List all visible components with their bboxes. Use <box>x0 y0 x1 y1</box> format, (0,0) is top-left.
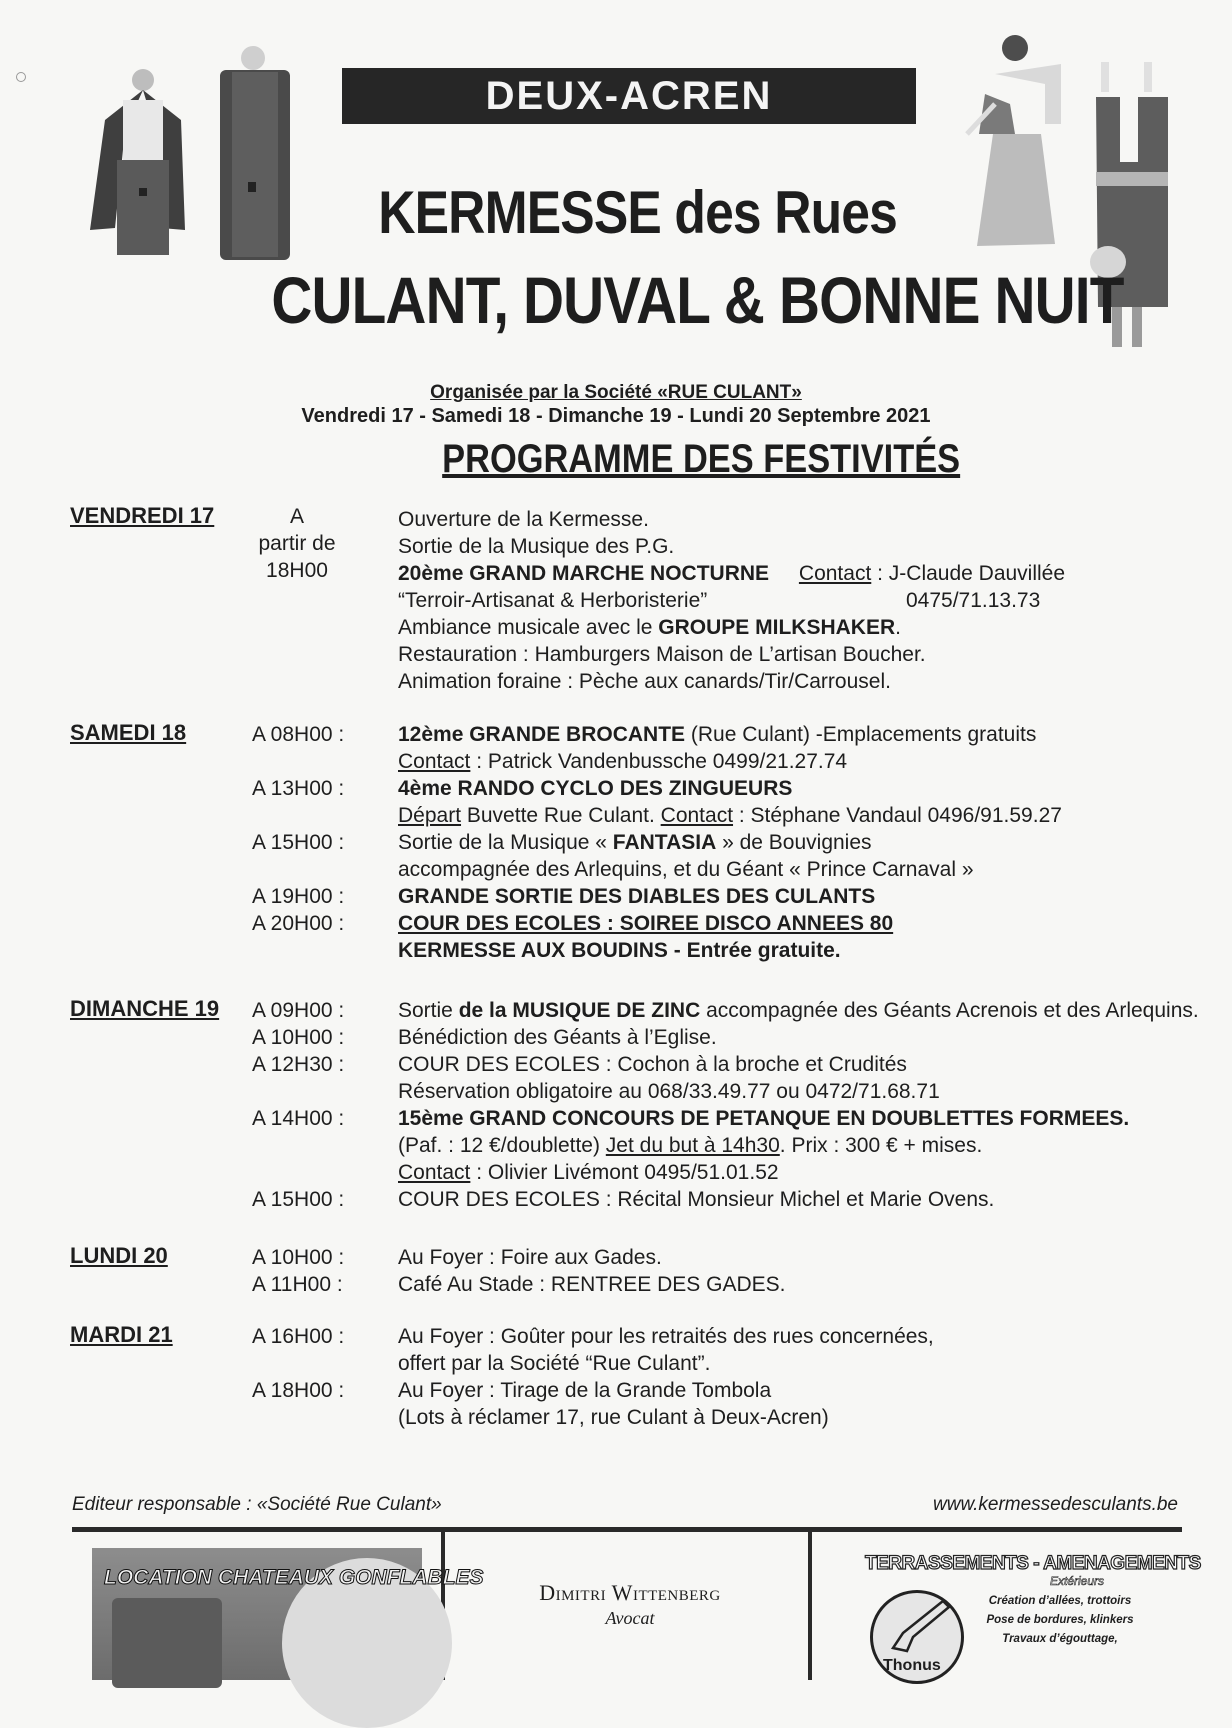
program-line: COUR DES ECOLES : Cochon à la broche et Crudités <box>398 1053 907 1076</box>
program-line: Au Foyer : Tirage de la Grande Tombola <box>398 1379 772 1402</box>
line-end: . <box>895 616 901 639</box>
line-text: . Prix : 300 € + mises. <box>779 1134 983 1157</box>
program-line <box>398 1134 982 1158</box>
day-heading-mardi: MARDI 21 <box>70 1322 173 1347</box>
program-line <box>398 804 1062 828</box>
line-text: : Patrick Vandenbussche 0499/21.27.74 <box>470 750 848 773</box>
ad-title: TERRASSEMENTS - AMENAGEMENTS <box>865 1553 1201 1574</box>
time-label: A 13H00 : <box>252 777 345 800</box>
jet-du-but: Jet du but à 14h30 <box>605 1134 780 1157</box>
contact-label: Contact <box>398 1161 471 1184</box>
contact-label: Contact <box>798 562 872 585</box>
time-label: A 20H00 : <box>252 912 345 935</box>
contact-label: Contact <box>660 804 734 827</box>
program-line: Bénédiction des Géants à l’Eglise. <box>398 1026 717 1049</box>
program-line: Sortie de la Musique des P.G. <box>398 535 675 558</box>
line-text: » de Bouvignies <box>716 831 872 854</box>
program-line: COUR DES ECOLES : SOIREE DISCO ANNEES 80 <box>398 912 894 935</box>
program-line: KERMESSE AUX BOUDINS - Entrée gratuite. <box>398 939 841 962</box>
time-line: partir de <box>258 532 336 555</box>
event-title: KERMESSE des Rues <box>378 179 897 246</box>
time-label: A 18H00 : <box>252 1379 345 1402</box>
giant-image-left-1 <box>85 60 195 260</box>
time-label: A 10H00 : <box>252 1026 345 1049</box>
time-line: 18H00 <box>266 559 328 582</box>
lawyer-name: Dimitri Wittenberg <box>539 1580 721 1605</box>
event-name: 20ème GRAND MARCHE NOCTURNE <box>398 562 770 585</box>
vendredi-time <box>252 503 342 584</box>
program-line: 15ème GRAND CONCOURS DE PETANQUE EN DOUBLETTES FORMEES. <box>398 1107 1130 1130</box>
time-label: A 15H00 : <box>252 831 345 854</box>
program-line: accompagnée des Arlequins, et du Géant « Prince Carnaval » <box>398 858 974 881</box>
band-name: FANTASIA <box>612 831 717 854</box>
footer-divider <box>72 1527 1182 1532</box>
scan-speck <box>16 72 26 82</box>
line-text: accompagnée des Géants Acrenois et des Arlequins. <box>700 999 1199 1022</box>
time-label: A 09H00 : <box>252 999 345 1022</box>
program-line: COUR DES ECOLES : Récital Monsieur Michel et Marie Ovens. <box>398 1188 995 1211</box>
day-heading-lundi: LUNDI 20 <box>70 1243 168 1268</box>
program-line <box>398 616 901 640</box>
programme-title: PROGRAMME DES FESTIVITÉS <box>442 437 961 481</box>
line-text: (Paf. : 12 €/doublette) <box>398 1134 606 1157</box>
line-text: Sortie <box>398 999 459 1022</box>
depart-label: Départ <box>398 804 462 827</box>
program-line: GRANDE SORTIE DES DIABLES DES CULANTS <box>398 885 876 908</box>
line-text: : Stéphane Vandaul 0496/91.59.27 <box>733 804 1062 827</box>
program-line: 4ème RANDO CYCLO DES ZINGUEURS <box>398 777 793 800</box>
program-line <box>398 562 1065 586</box>
ad-subtitle: Extérieurs <box>1050 1574 1105 1588</box>
town-banner: DEUX-ACREN <box>342 68 916 124</box>
program-line <box>398 831 872 855</box>
program-line: “Terroir-Artisanat & Herboristerie” <box>398 589 708 612</box>
program-line: Restauration : Hamburgers Maison de L’artisan Boucher. <box>398 643 926 666</box>
day-heading-samedi: SAMEDI 18 <box>70 720 187 745</box>
program-line: Café Au Stade : RENTREE DES GADES. <box>398 1273 786 1296</box>
line-text: Buvette Rue Culant. <box>461 804 661 827</box>
castle-tower-graphic <box>112 1598 222 1688</box>
program-line <box>398 723 1036 747</box>
program-line <box>398 750 847 774</box>
time-line: A <box>289 505 304 528</box>
giant-image-left-2 <box>208 42 298 264</box>
streets-title: CULANT, DUVAL & BONNE NUIT <box>271 263 1124 337</box>
time-label: A 10H00 : <box>252 1246 345 1269</box>
program-line: Au Foyer : Goûter pour les retraités des rues concernées, <box>398 1325 934 1348</box>
program-line: Ouverture de la Kermesse. <box>398 508 649 531</box>
organizer-line: Organisée par la Société «RUE CULANT» <box>430 382 802 403</box>
publisher-credit: Editeur responsable : «Société Rue Culant» <box>72 1494 442 1515</box>
program-line: offert par la Société “Rue Culant”. <box>398 1352 711 1375</box>
website-link[interactable]: www.kermessedesculants.be <box>933 1494 1178 1515</box>
time-label: A 08H00 : <box>252 723 345 746</box>
service-line: Création d’allées, trottoirs <box>988 1595 1132 1607</box>
program-line: Animation foraine : Pèche aux canards/Tir/Carrousel. <box>398 670 891 693</box>
line-text: : Olivier Livémont 0495/51.01.52 <box>470 1161 779 1184</box>
day-heading-dimanche: DIMANCHE 19 <box>70 996 220 1021</box>
day-heading-vendredi: VENDREDI 17 <box>70 503 215 528</box>
program-line <box>398 999 1199 1023</box>
ad-divider <box>808 1532 812 1680</box>
time-label: A 16H00 : <box>252 1325 345 1348</box>
line-text: Sortie de la Musique « <box>398 831 613 854</box>
time-label: A 11H00 : <box>252 1273 343 1296</box>
band-name: GROUPE MILKSHAKER <box>658 616 896 639</box>
service-line: Travaux d’égouttage, <box>1002 1633 1118 1645</box>
excavator-logo-icon <box>870 1590 964 1684</box>
time-label: A 12H30 : <box>252 1053 345 1076</box>
event-dates: Vendredi 17 - Samedi 18 - Dimanche 19 - Lundi 20 Septembre 2021 <box>301 405 931 427</box>
time-label: A 15H00 : <box>252 1188 345 1211</box>
time-label: A 14H00 : <box>252 1107 345 1130</box>
contact-phone: 0475/71.13.73 <box>906 589 1041 612</box>
ad-title: LOCATION CHATEAUX GONFLABLES <box>104 1566 484 1589</box>
line-text: (Rue Culant) -Emplacements gratuits <box>685 723 1037 746</box>
line-text: Ambiance musicale avec le <box>398 616 659 639</box>
program-line: Au Foyer : Foire aux Gades. <box>398 1246 662 1269</box>
program-line: Réservation obligatoire au 068/33.49.77 ou 0472/71.68.71 <box>398 1080 940 1103</box>
time-label: A 19H00 : <box>252 885 345 908</box>
service-line: Pose de bordures, klinkers <box>986 1614 1134 1626</box>
lawyer-role: Avocat <box>605 1608 655 1628</box>
program-line <box>398 1161 779 1185</box>
ad-bouncy-castles <box>92 1548 484 1680</box>
giant-image-right-1 <box>965 34 1075 254</box>
logo-text: Thonus <box>883 1657 941 1674</box>
contact-name: : J-Claude Dauvillée <box>871 562 1066 585</box>
program-line: (Lots à réclamer 17, rue Culant à Deux-Acren) <box>398 1406 829 1429</box>
contact-label: Contact <box>398 750 471 773</box>
event-name: 12ème GRANDE BROCANTE <box>398 723 686 746</box>
band-name: de la MUSIQUE DE ZINC <box>458 999 701 1022</box>
